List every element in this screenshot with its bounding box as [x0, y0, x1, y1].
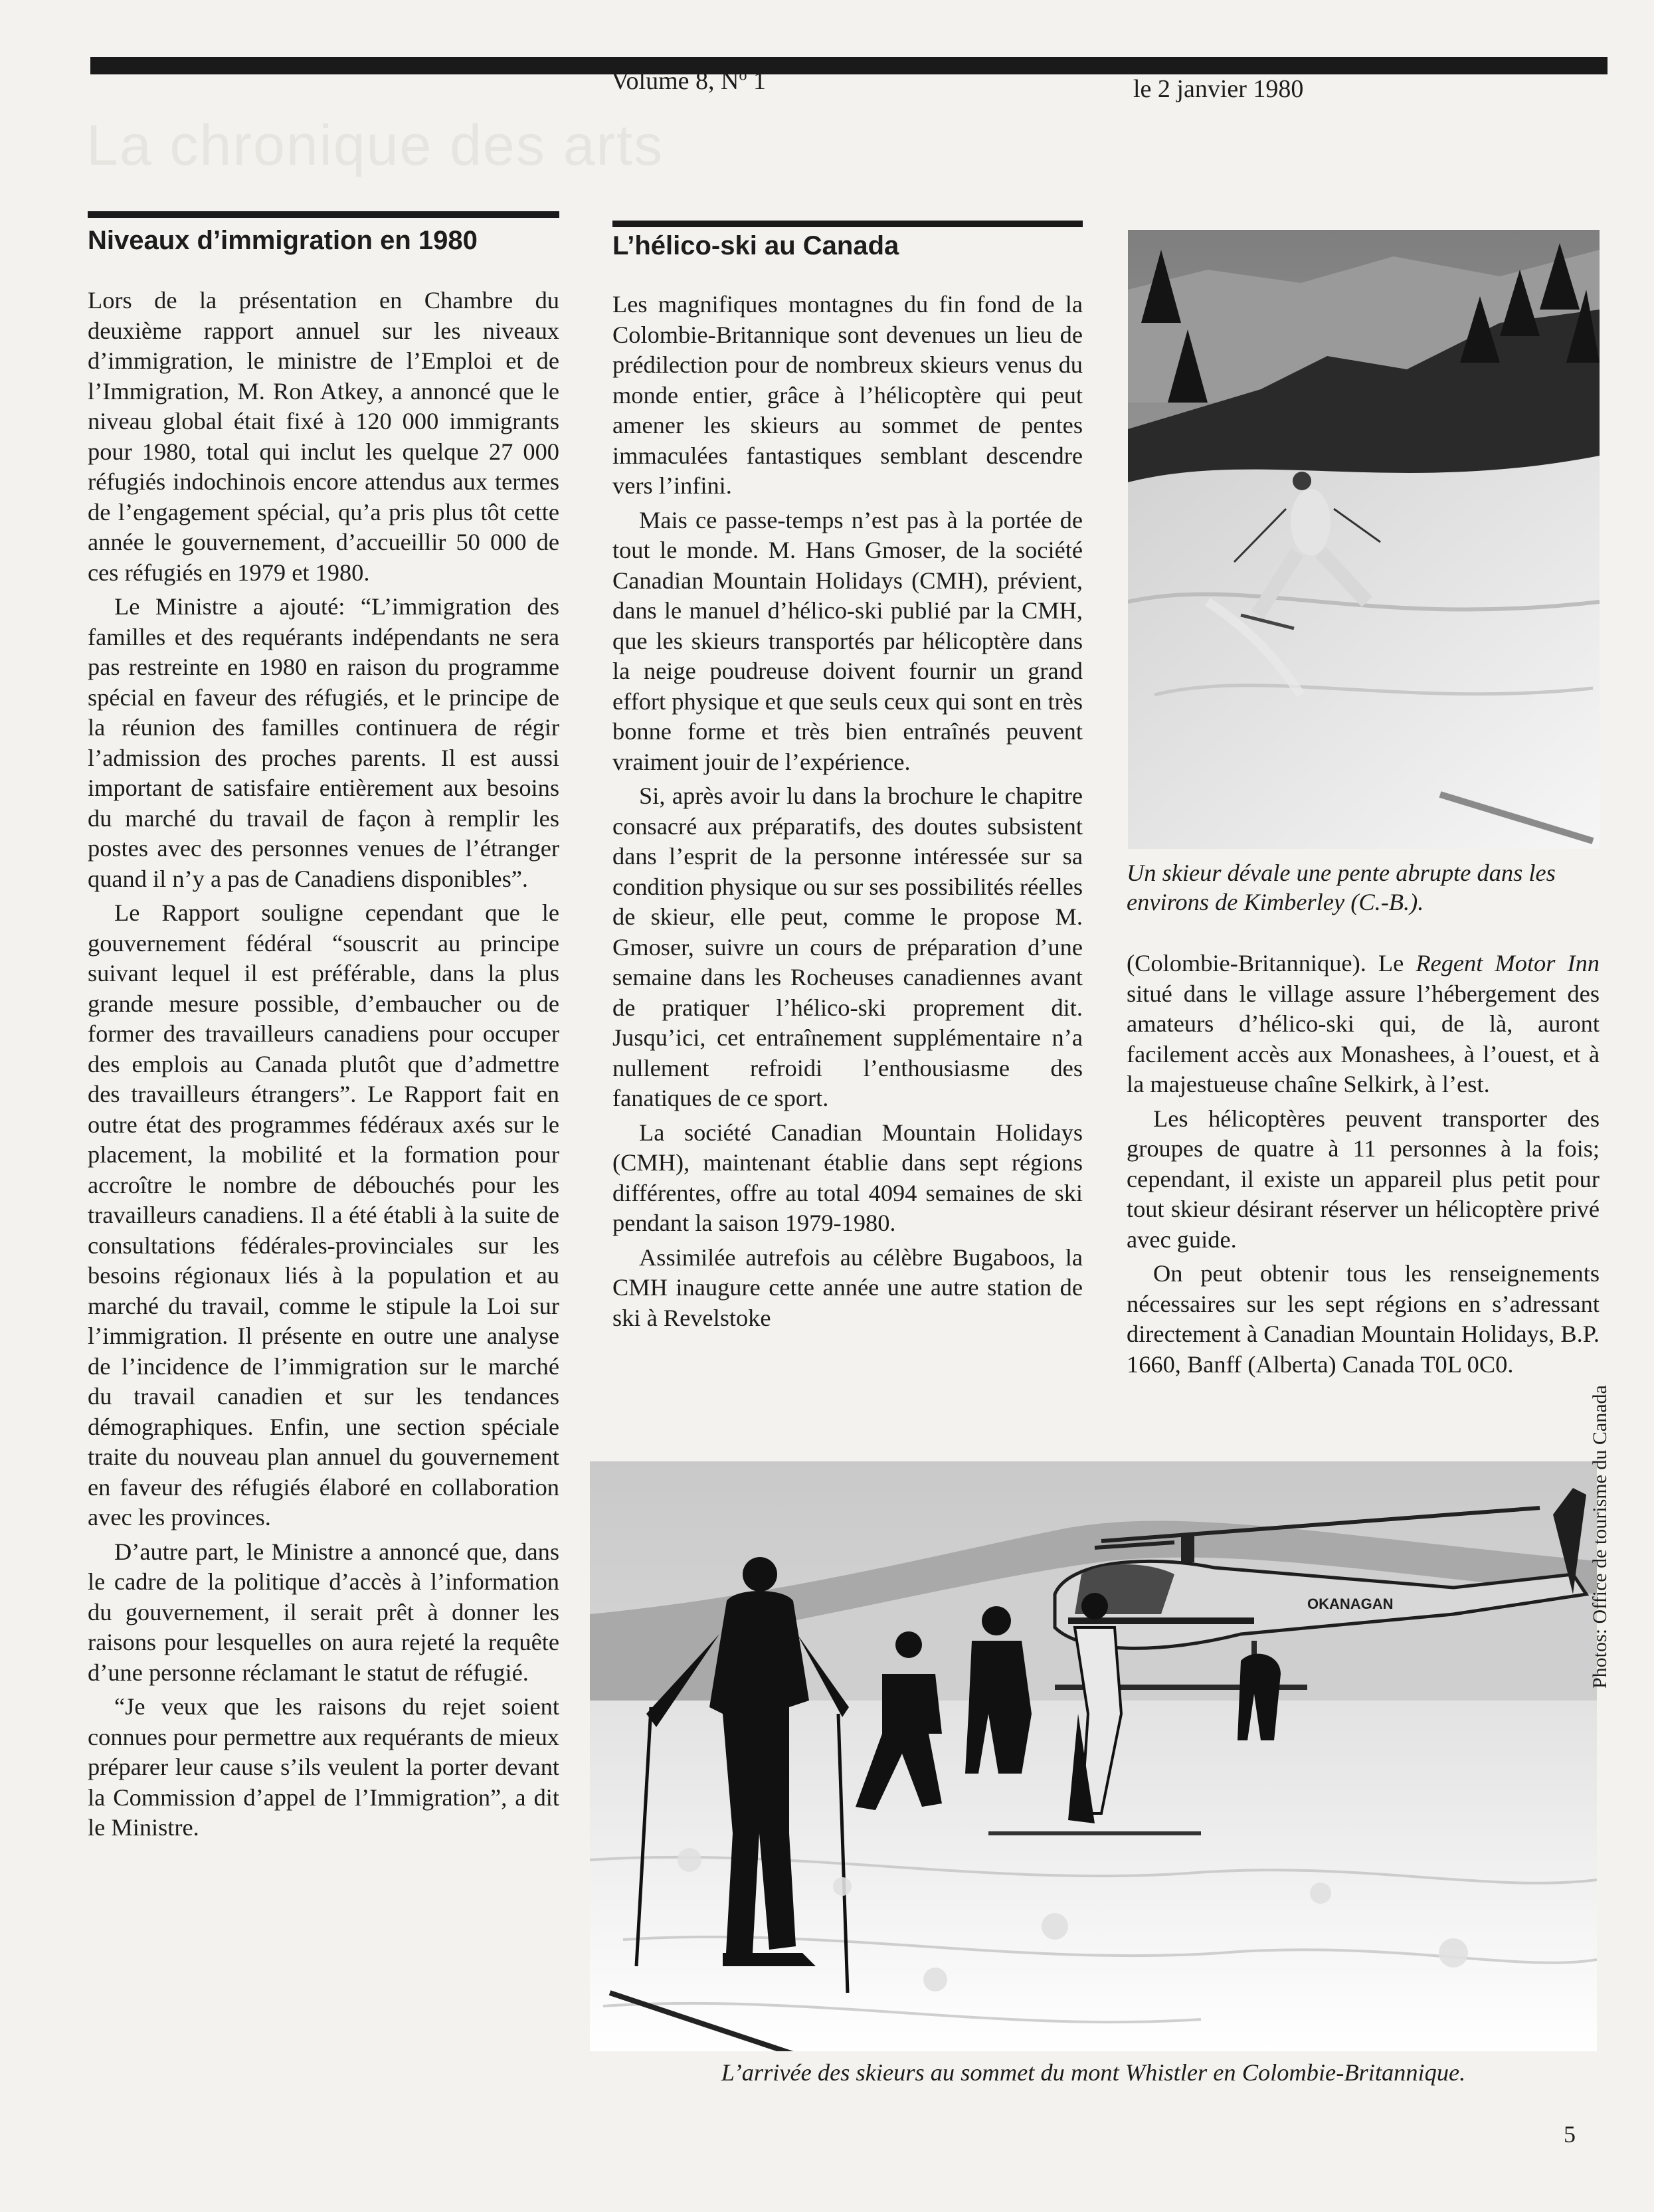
paragraph: Le Ministre a ajouté: “L’immigration des familles et des requérants indépendants ne sera pas restreinte en 1980 en raison du programme spécial en faveur des réfugiés, et le principe de la réunion des familles continuera de régir l’admission des proches parents. Il est aussi important de satisfaire entièrement aux besoins du marché du travail de façon à remplir les postes avec des personnes venues de l’étranger quand il n’y a pas de Canadiens disponibles”. [88, 593, 559, 892]
paragraph: Les hélicoptères peuvent transporter des groupes de quatre à 11 personnes à la fois; cependant, il existe un appareil plus petit pour tout skieur désirant réserver un hélicoptère privé avec guide. [1127, 1105, 1600, 1253]
column-rule-immigration [88, 211, 559, 218]
headline-heliski: L’hélico-ski au Canada [612, 231, 899, 260]
paragraph: Le Rapport souligne cependant que le gouvernement fédéral “souscrit au principe suivant lequel il est préférable, dans la plus grande mesure possible, d’embaucher ou de former des travailleurs canadiens pour occuper des emplois au Canada plutôt que d’admettre des travailleurs étrangers”. Le Rapport fait en outre état des programmes fédéraux axés sur le placement, la mobilité et la formation pour accroître le nombre de débouchés pour les travailleurs canadiens. Il a été établi à la suite de consultations fédérales-provinciales sur les besoins régionaux liés à la population et au marché du travail, comme le stipule la Loi sur l’immigration. Il présente en outre une analyse de l’incidence de l’immigration sur le marché du travail canadien et sur les tendances démographiques. Enfin, une section spéciale traite du nouveau plan annuel du gouvernement en faveur des réfugiés élaboré en collaboration avec les provinces. [88, 899, 559, 1530]
article-heliski-continued [1127, 949, 1600, 1380]
page-number: 5 [1564, 2121, 1576, 2148]
paragraph: (Colombie-Britannique). Le Regent Motor Inn situé dans le village assure l’hébergement des amateurs d’hélico-ski qui, de là, auront facilement accès aux Monashees, à l’ouest, et à la majestueuse chaîne Selkirk, à l’est. [1127, 950, 1600, 1097]
article-immigration-body [88, 286, 559, 1843]
article-heliski-body [612, 290, 1083, 1333]
paragraph: Lors de la présentation en Chambre du deuxième rapport annuel sur les niveaux d’immigration, le ministre de l’Emploi et de l’Immigration, M. Ron Atkey, a annoncé que le niveau global était fixé à 120 000 immigrants pour 1980, total qui inclut les quelque 27 000 réfugiés indochinois encore attendus aux termes de l’engagement spécial, qu’a pris plus tôt cette année le gouvernement, d’accueillir 50 000 de ces réfugiés en 1979 et 1980. [88, 287, 559, 586]
helicopter-photo [590, 1461, 1597, 2051]
show-through-text: La chronique des arts [86, 114, 664, 177]
skier-photo [1128, 230, 1600, 849]
paragraph: La société Canadian Mountain Holidays (CMH), maintenant établie dans sept régions différentes, offre au total 4094 semaines de ski pendant la saison 1979-1980. [612, 1119, 1083, 1236]
paragraph: “Je veux que les raisons du rejet soient connues pour permettre aux requérants de mieux préparer leur cause s’ils veulent la porter devant la Commission d’appel de l’Immigration”, a dit le Ministre. [88, 1693, 559, 1841]
paragraph: Si, après avoir lu dans la brochure le chapitre consacré aux préparatifs, des doutes subsistent dans l’esprit de la personne intéressée sur sa condition physique ou sur ses possibilités réelles de skieur, elle peut, comme le propose M. Gmoser, suivre un cours de préparation d’une semaine dans les Rocheuses canadiennes avant de pratiquer l’hélico-ski proprement dit. Jusqu’ici, cet entraînement supplémentaire n’a nullement refroidi l’enthousiasme des fanatiques de ce sport. [612, 783, 1083, 1111]
issue-date: le 2 janvier 1980 [1133, 75, 1304, 103]
column-rule-heliski [612, 221, 1083, 227]
skier-caption: Un skieur dévale une pente abrupte dans les environs de Kimberley (C.-B.). [1127, 860, 1556, 915]
photo-credit: Photos: Office de tourisme du Canada [1589, 1385, 1611, 1689]
headline-immigration: Niveaux d’immigration en 1980 [88, 226, 478, 255]
paragraph: Assimilée autrefois au célèbre Bugaboos, la CMH inaugure cette année une autre station de ski à Revelstoke [612, 1244, 1083, 1331]
paragraph: Mais ce passe-temps n’est pas à la portée de tout le monde. M. Hans Gmoser, de la société Canadian Mountain Holidays (CMH), prévient, dans le manuel d’hélico-ski publié par la CMH, que les skieurs transportés par hélicoptère dans la neige poudreuse doivent fournir un grand effort physique et que seuls ceux qui sont en très bonne forme et très bien entraînés peuvent vraiment jouir de l’expérience. [612, 506, 1083, 775]
paragraph: On peut obtenir tous les renseignements nécessaires sur les sept régions en s’adressant directement à Canadian Mountain Holidays, B.P. 1660, Banff (Alberta) Canada T0L 0C0. [1127, 1260, 1600, 1378]
masthead-rule [90, 57, 1608, 74]
helicopter-label: OKANAGAN [1307, 1596, 1394, 1612]
issue-number: Volume 8, $N^o$ 1 [611, 66, 766, 95]
paragraph: Les magnifiques montagnes du fin fond de la Colombie-Britannique sont devenues un lieu de prédilection pour de nombreux skieurs venus du monde entier, grâce à l’hélicoptère qui peut amener les skieurs au sommet de pentes immaculées fantastiques semblant descendre vers l’infini. [612, 291, 1083, 499]
paragraph: D’autre part, le Ministre a annoncé que, dans le cadre de la politique d’accès à l’information du gouvernement, il serait prêt à donner les raisons pour lesquelles on aura rejeté la requête d’une personne réclamant le statut de réfugié. [88, 1538, 559, 1686]
helicopter-caption: L’arrivée des skieurs au sommet du mont Whistler en Colombie-Britannique. [721, 2059, 1466, 2086]
